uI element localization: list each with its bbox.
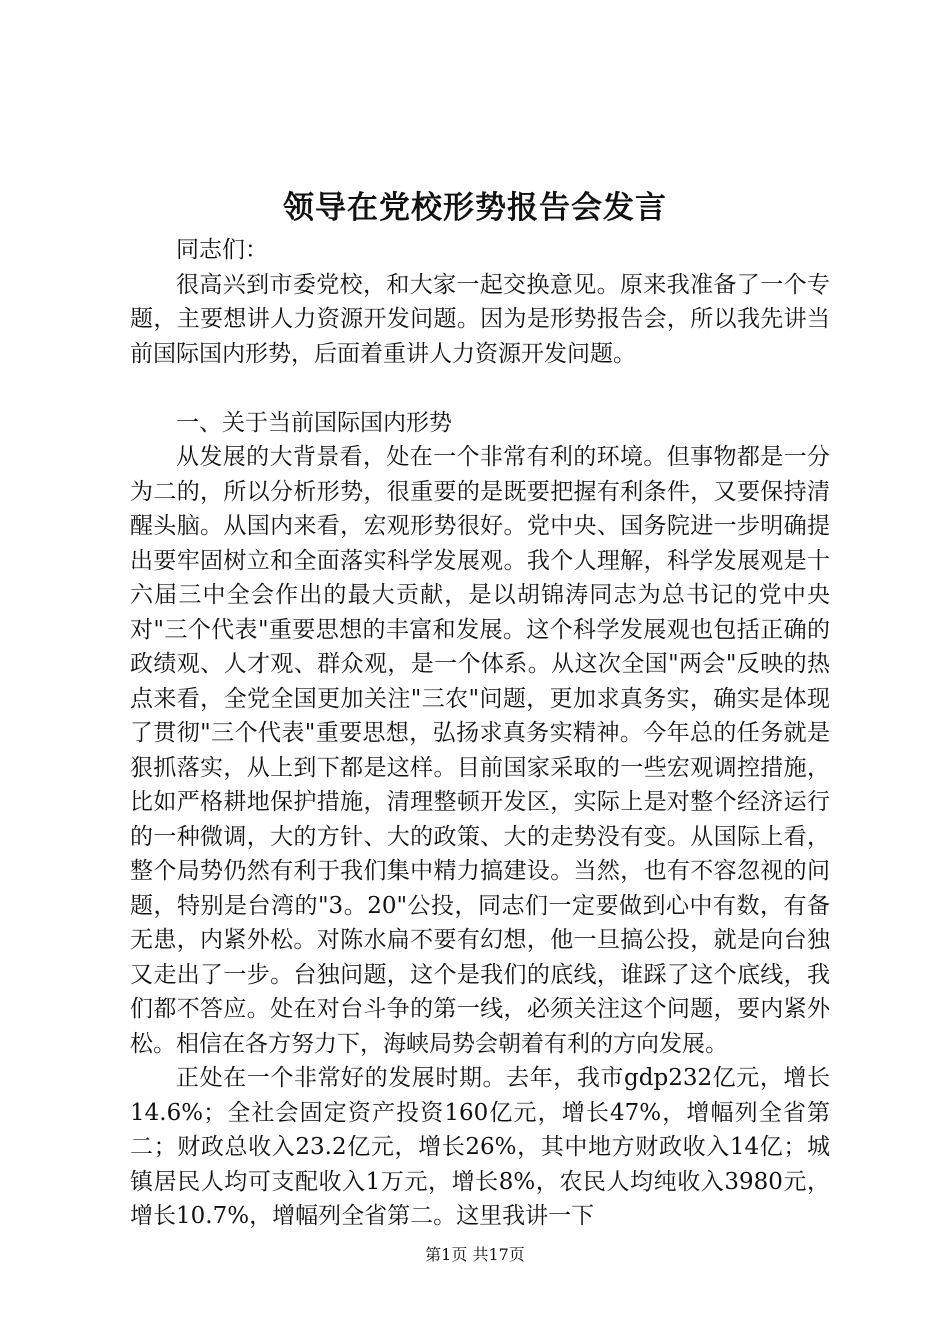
body-paragraph: 正处在一个非常好的发展时期。去年，我市gdp232亿元，增长14.6%；全社会固定资产投资160亿元，增长47%，增幅列全省第二；财政总收入23.2亿元，增长26%，其中地方财政收入14亿；城镇居民人均可支配收入1万元，增长8%，农民人均纯收入3980元，增长10.7%，增幅列全省第二。这里我讲一下: [130, 1065, 830, 1229]
page-footer: 第1页 共17页: [425, 1245, 525, 1264]
document-title: 领导在党校形势报告会发言: [283, 190, 667, 226]
document-body: [130, 233, 830, 1234]
intro-paragraph: 很高兴到市委党校，和大家一起交换意见。原来我准备了一个专题，主要想讲人力资源开发问题。因为是形势报告会，所以我先讲当前国际国内形势，后面着重讲人力资源开发问题。: [130, 271, 830, 367]
body-paragraph: 从发展的大背景看，处在一个非常有利的环境。但事物都是一分为二的，所以分析形势，很重要的是既要把握有利条件，又要保持清醒头脑。从国内来看，宏观形势很好。党中央、国务院进一步明确提出要牢固树立和全面落实科学发展观。我个人理解，科学发展观是十六届三中全会作出的最大贡献，是以胡锦涛同志为总书记的党中央对"三个代表"重要思想的丰富和发展。这个科学发展观也包括正确的政绩观、人才观、群众观，是一个体系。从这次全国"两会"反映的热点来看，全党全国更加关注"三农"问题，更加求真务实，确实是体现了贯彻"三个代表"重要思想，弘扬求真务实精神。今年总的任务就是狠抓落实，从上到下都是这样。目前国家采取的一些宏观调控措施，比如严格耕地保护措施，清理整顿开发区，实际上是对整个经济运行的一种微调，大的方针、大的政策、大的走势没有变。从国际上看，整个局势仍然有利于我们集中精力搞建设。当然，也有不容忽视的问题，特别是台湾的"3。20"公投，同志们一定要做到心中有数，有备无患，内紧外松。对陈水扁不要有幻想，他一旦搞公投，就是向台独又走出了一步。台独问题，这个是我们的底线，谁踩了这个底线，我们都不答应。处在对台斗争的第一线，必须关注这个问题，要内紧外松。相信在各方努力下，海峡局势会朝着有利的方向发展。: [130, 444, 830, 1057]
section-heading: 一、关于当前国际国内形势: [176, 409, 452, 436]
greeting-paragraph: 同志们：: [176, 237, 268, 263]
